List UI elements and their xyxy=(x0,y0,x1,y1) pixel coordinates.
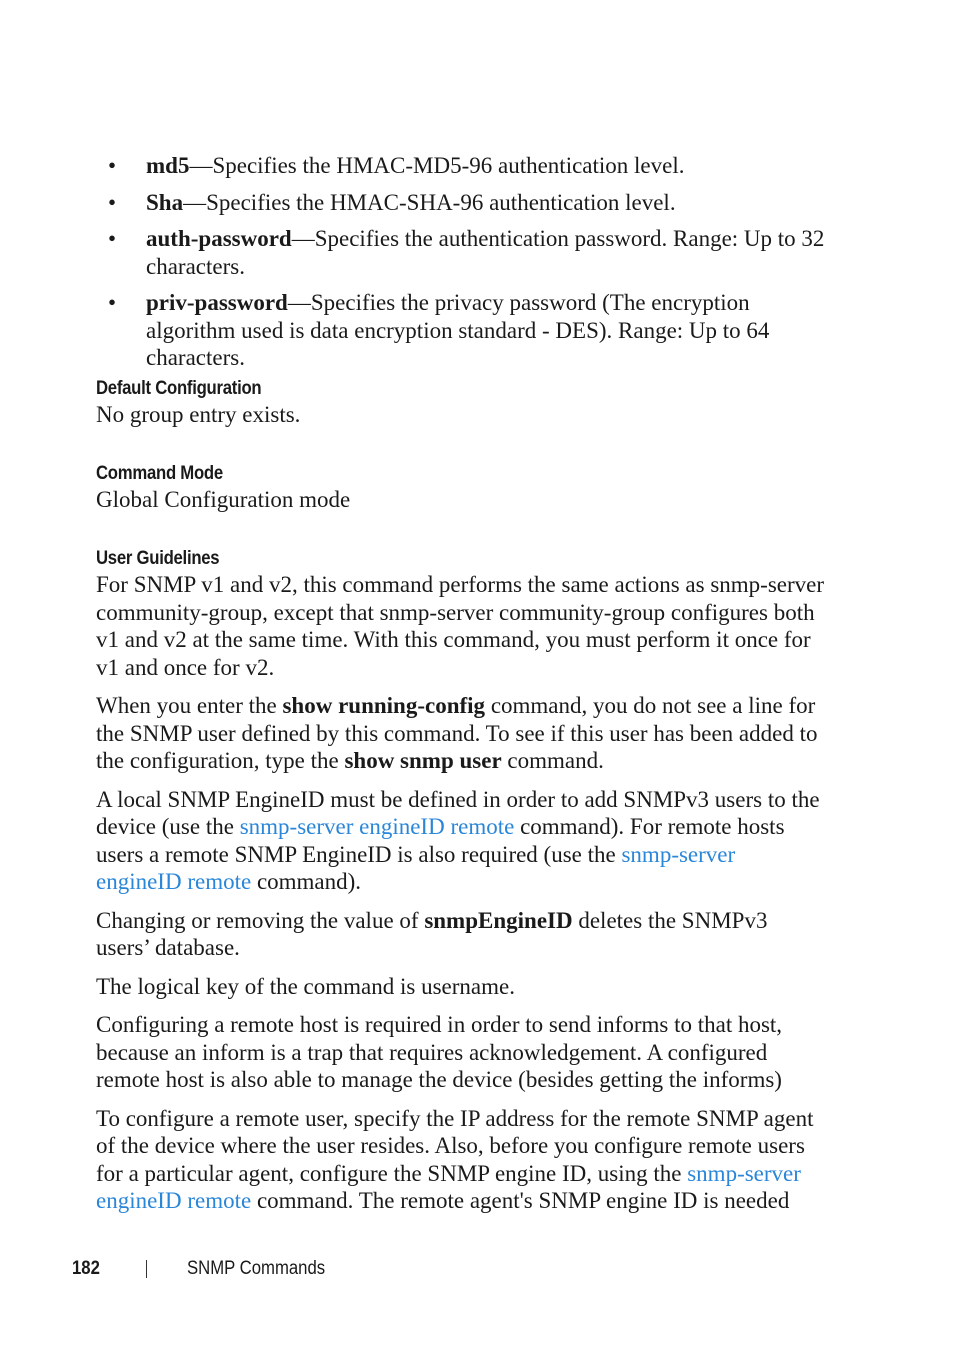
bullet-icon: • xyxy=(108,189,117,215)
page-footer xyxy=(0,1256,954,1282)
default-configuration-section xyxy=(96,377,826,429)
option-term: Sha xyxy=(146,189,184,215)
list-item xyxy=(96,289,826,372)
option-term: auth-password xyxy=(146,226,292,251)
engineid-remote-link[interactable]: snmp-server engineID remote xyxy=(96,1160,801,1213)
paragraph: When you enter the show running-config command, you do not see a line for the SNMP user defined by this command. To see if this user has been added to the configuration, type the show snmp user command. xyxy=(96,693,818,773)
page-number: 182 xyxy=(72,1258,100,1279)
option-description: —Specifies the HMAC-MD5-96 authentication level. xyxy=(189,153,685,178)
engineid-remote-link[interactable]: snmp-server engineID remote xyxy=(96,841,736,894)
engineid-remote-link[interactable]: snmp-server engineID remote xyxy=(239,814,515,839)
bullet-icon: • xyxy=(108,226,117,251)
command-name: show snmp user xyxy=(344,748,502,773)
option-list xyxy=(96,152,826,381)
section-heading: Command Mode xyxy=(96,463,223,484)
section-heading: Default Configuration xyxy=(96,378,262,399)
list-item xyxy=(96,152,826,180)
command-name: show running-config xyxy=(282,693,486,718)
option-description: —Specifies the HMAC-SHA-96 authentication level. xyxy=(183,189,676,215)
paragraph: A local SNMP EngineID must be defined in order to add SNMPv3 users to the device (use the snmp-server engineID remote command). For remote hosts users a remote SNMP EngineID is also required (use the snmp-server engineID remote command). xyxy=(96,786,820,894)
bullet-icon: • xyxy=(108,290,117,315)
paragraph: Changing or removing the value of snmpEngineID deletes the SNMPv3 users’ database. xyxy=(96,907,768,960)
section-heading: User Guidelines xyxy=(96,548,220,569)
section-text: Global Configuration mode xyxy=(96,487,351,512)
command-mode-section xyxy=(96,462,826,514)
paragraph: The logical key of the command is username. xyxy=(96,973,515,999)
chapter-title: SNMP Commands xyxy=(187,1258,326,1279)
option-term: md5 xyxy=(146,153,190,178)
command-name: snmpEngineID xyxy=(424,907,573,933)
option-description: —Specifies the authentication password. Range: Up to 32 characters. xyxy=(146,226,825,279)
list-item xyxy=(96,189,826,217)
footer-divider xyxy=(146,1260,147,1278)
bullet-icon: • xyxy=(108,153,117,178)
option-description: —Specifies the privacy password (The encryption algorithm used is data encryption standard - DES). Range: Up to 64 characters. xyxy=(146,290,770,370)
paragraph: For SNMP v1 and v2, this command performs the same actions as snmp-server community-group, except that snmp-server community-group configures both v1 and v2 at the same time. With this command, you must perform it once for v1 and once for v2. xyxy=(96,572,825,680)
paragraph: Configuring a remote host is required in order to send informs to that host, because an inform is a trap that requires acknowledgement. A configured remote host is also able to manage the device (besides getting the informs) xyxy=(96,1012,783,1092)
paragraph: To configure a remote user, specify the IP address for the remote SNMP agent of the device where the user resides. Also, before you configure remote users for a particular agent, configure the SNMP engine ID, using the snmp-server engineID remote command. The remote agent's SNMP engine ID is needed xyxy=(96,1105,814,1213)
user-guidelines-section xyxy=(96,547,826,1226)
list-item xyxy=(96,225,826,280)
section-text: No group entry exists. xyxy=(96,402,301,427)
option-term: priv-password xyxy=(146,290,288,315)
